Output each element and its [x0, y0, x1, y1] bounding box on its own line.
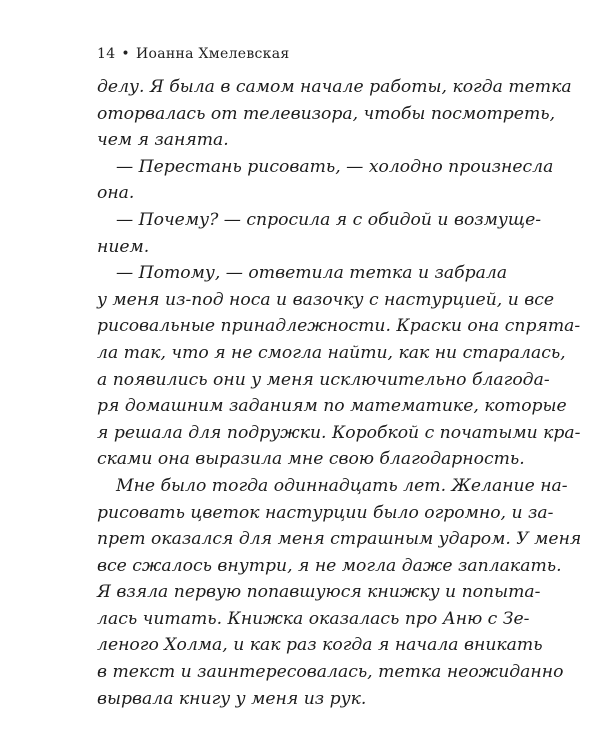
author-name: Иоанна Хмелевская: [135, 46, 290, 62]
text-line: ла так, что я не смогла найти, как ни старалась,: [97, 342, 566, 363]
text-line: а появились они у меня исключительно благода-: [97, 369, 550, 390]
running-head: [97, 46, 290, 62]
text-line: ря домашним заданиям по математике, которые: [97, 396, 567, 417]
text-line: прет оказался для меня страшным ударом. У меня: [97, 529, 582, 550]
text-line: — Почему? — спросила я с обидой и возмуще-: [116, 209, 542, 230]
text-line: она.: [97, 183, 135, 204]
header-separator: •: [121, 46, 130, 62]
page-number: 14: [97, 46, 116, 62]
text-line: — Потому, — ответила тетка и забрала: [116, 263, 508, 284]
text-line: я решала для подружки. Коробкой с початыми кра-: [97, 422, 581, 443]
text-line: нием.: [97, 236, 150, 257]
text-line: вырвала книгу у меня из рук.: [97, 688, 367, 709]
text-line: все сжалось внутри, я не могла даже заплакать.: [97, 555, 562, 576]
text-line: делу. Я была в самом начале работы, когда тетка: [97, 77, 572, 97]
text-line: Я взяла первую попавшуюся книжку и попыта-: [97, 582, 541, 603]
text-line: оторвалась от телевизора, чтобы посмотреть,: [97, 103, 556, 124]
text-line: — Перестань рисовать, — холодно произнесла: [116, 156, 554, 177]
text-line: чем я занята.: [97, 130, 229, 151]
text-line: лась читать. Книжка оказалась про Аню с Зе-: [97, 608, 530, 629]
body-text: [97, 74, 582, 712]
text-line: рисовать цветок настурции было огромно, и за-: [97, 502, 554, 523]
text-line: леного Холма, и как раз когда я начала вникать: [97, 635, 543, 656]
text-line: сками она выразила мне свою благодарность.: [97, 449, 525, 470]
text-line: у меня из-под носа и вазочку с настурцией, и все: [97, 289, 555, 310]
text-line: в текст и заинтересовалась, тетка неожиданно: [97, 662, 564, 683]
text-line: рисовальные принадлежности. Краски она спрята-: [97, 316, 581, 337]
text-line: Мне было тогда одиннадцать лет. Желание на-: [116, 475, 568, 496]
